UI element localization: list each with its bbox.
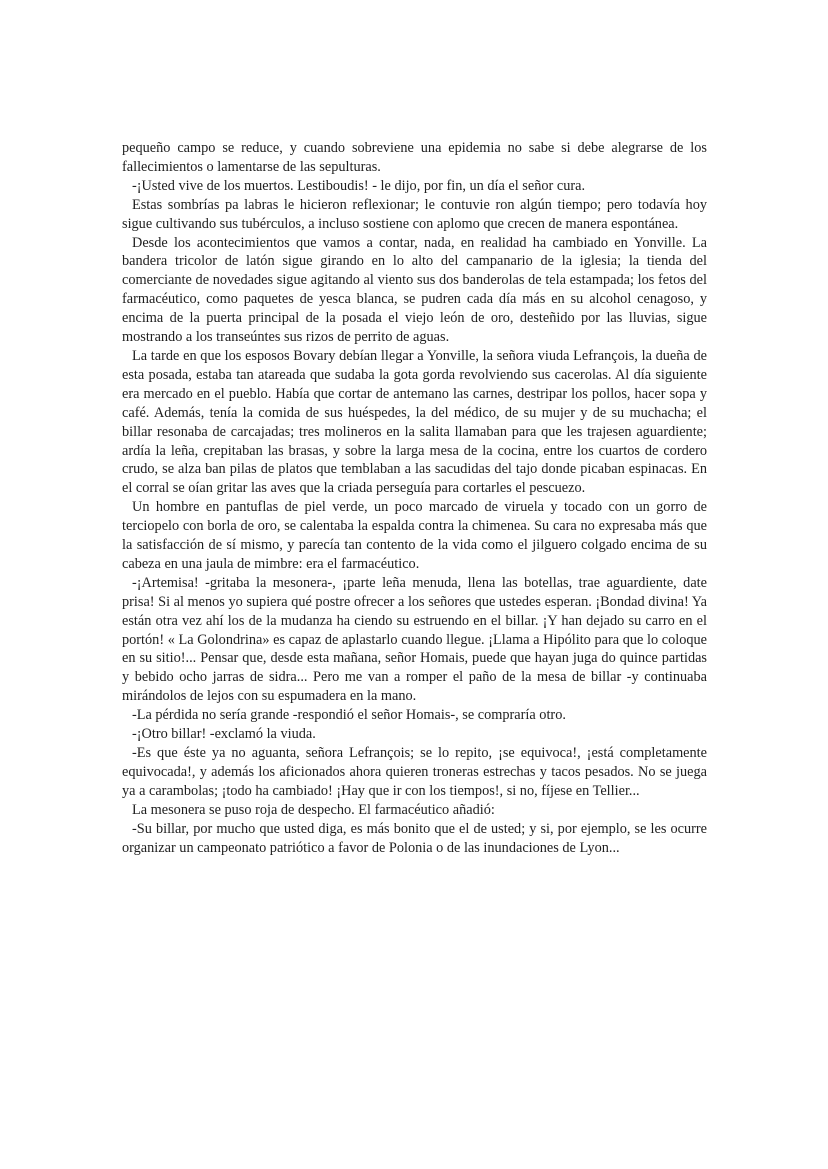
paragraph: -¡Otro billar! -exclamó la viuda. (132, 726, 316, 743)
paragraph: -¡Usted vive de los muertos. Lestiboudis! - le dijo, por fin, un día el señor cura. (132, 177, 586, 194)
paragraph: -La pérdida no sería grande -respondió el señor Homais-, se compraría otro. (132, 707, 566, 724)
paragraph: pequeño campo se reduce, y cuando sobreviene una epidemia no sabe si debe alegrarse de los fallecimientos o lamentarse de las sepulturas. (122, 140, 707, 175)
paragraph: -Su billar, por mucho que usted diga, es más bonito que el de usted; y si, por ejemplo, se les ocurre organizar un campeonato patriótico a favor de Polonia o de las inundaciones de Lyon... (122, 820, 707, 856)
paragraph: -¡Artemisa! -gritaba la mesonera-, ¡parte leña menuda, llena las botellas, trae aguardiente, date prisa! Si al menos yo supiera qué postre ofrecer a los señores que ustedes esperan. ¡Bondad divina! Ya están otra vez ahí los de la mudanza ha ciendo su estruendo en el billar. ¡Y han dejado su carro en el portón! « La Golondrina» es capaz de aplastarlo cuando llegue. ¡Llama a Hipólito para que lo coloque en su sitio!... Pensar que, desde esta mañana, señor Homais, puede que hayan juga do quince partidas y bebido ocho jarras de sidra... Pero me van a romper el paño de la mesa de billar -y continuaba mirándolos de lejos con su espumadera en la mano. (122, 574, 707, 705)
paragraph: Desde los acontecimientos que vamos a contar, nada, en realidad ha cambiado en Yonville. La bandera tricolor de latón sigue girando en lo alto del campanario de la iglesia; la tienda del comerciante de novedades sigue agitando al viento sus dos banderolas de tela estampada; los fetos del farmacéutico, como paquetes de yesca blanca, se pudren cada día más en su alcohol cenagoso, y encima de la puerta principal de la posada el viejo león de oro, desteñido por las lluvias, sigue mostrando a los transeúntes sus rizos de perrito de aguas. (122, 234, 707, 346)
paragraph: Un hombre en pantuflas de piel verde, un poco marcado de viruela y tocado con un gorro de terciopelo con borla de oro, se calentaba la espalda contra la chimenea. Su cara no expresaba más que la satisfacción de sí mismo, y parecía tan contento de la vida como el jilguero colgado encima de su cabeza en una jaula de mimbre: era el farmacéutico. (122, 499, 707, 572)
page-text (122, 139, 707, 857)
paragraph: La mesonera se puso roja de despecho. El farmacéutico añadió: (132, 801, 495, 818)
paragraph: -Es que éste ya no aguanta, señora Lefrançois; se lo repito, ¡se equivoca!, ¡está completamente equivocada!, y además los aficionados ahora quieren troneras estrechas y tacos pesados. No se juega ya a carambolas; ¡todo ha cambiado! ¡Hay que ir con los tiempos!, si no, fíjese en Tellier... (122, 745, 707, 799)
paragraph: Estas sombrías pa labras le hicieron reflexionar; le contuvie ron algún tiempo; pero todavía hoy sigue cultivando sus tubérculos, a incluso sostiene con aplomo que crecen de manera espontánea. (122, 196, 707, 232)
paragraph: La tarde en que los esposos Bovary debían llegar a Yonville, la señora viuda Lefrançois, la dueña de esta posada, estaba tan atareada que sudaba la gota gorda revolviendo sus cacerolas. Al día siguiente era mercado en el pueblo. Había que cortar de antemano las carnes, destripar los pollos, hacer sopa y café. Además, tenía la comida de sus huéspedes, la del médico, de su mujer y de su muchacha; el billar resonaba de carcajadas; tres molineros en la salita llamaban para que les trajesen aguardiente; ardía la leña, crepitaban las brasas, y sobre la larga mesa de la cocina, entre los cuartos de cordero crudo, se alza ban pilas de platos que temblaban a las sacudidas del tajo donde picaban espinacas. En el corral se oían gritar las aves que la criada perseguía para cortarles el pescuezo. (122, 347, 707, 497)
